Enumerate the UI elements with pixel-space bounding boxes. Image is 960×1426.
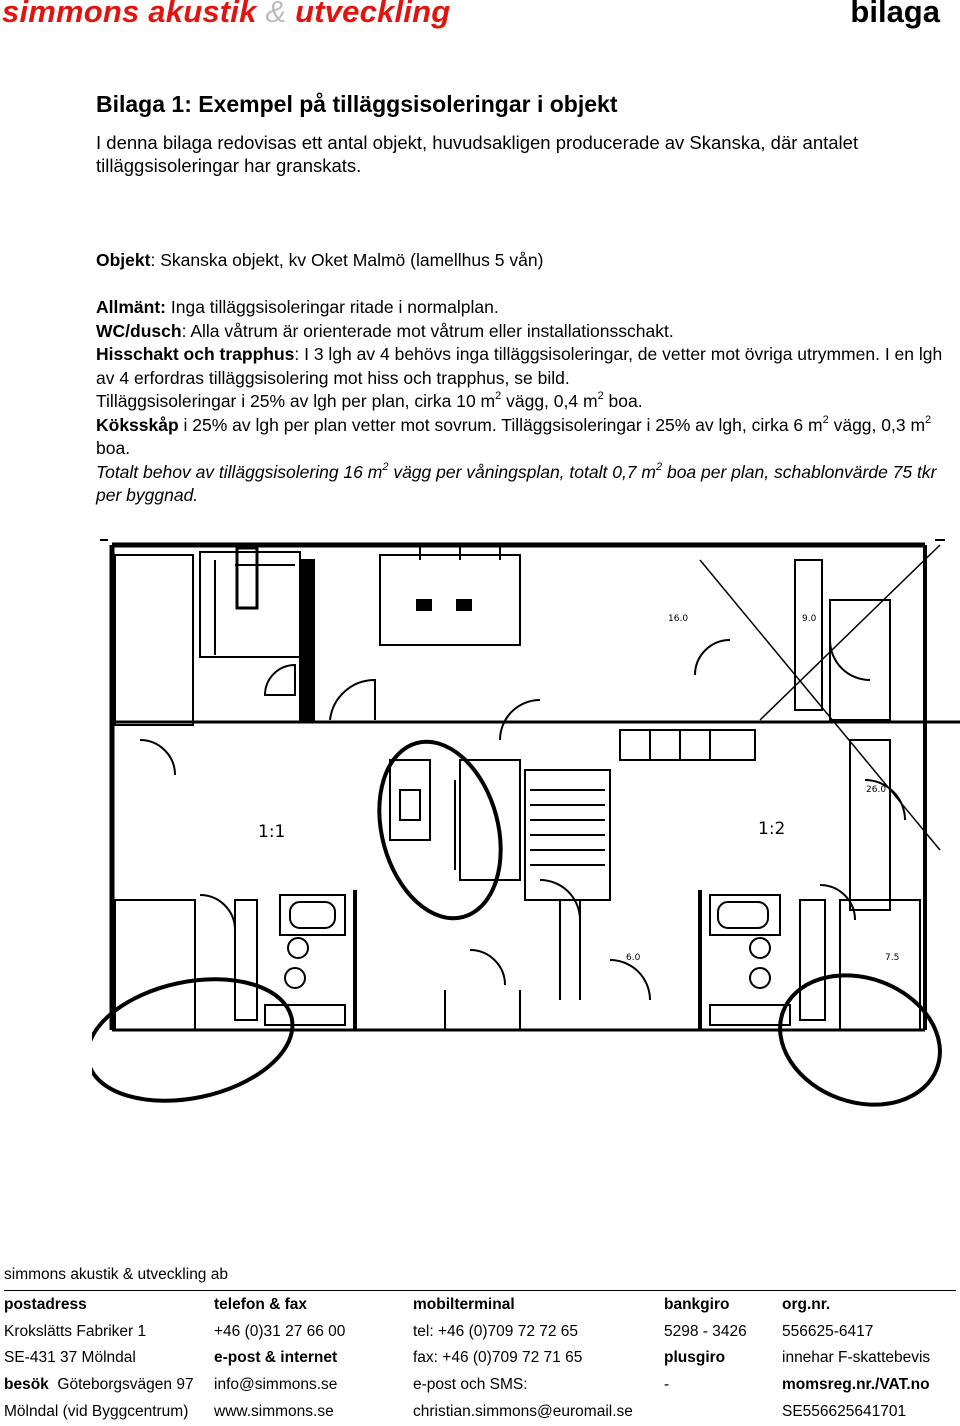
footer-vat: SE556625641701 [782, 1403, 907, 1420]
total-line: Totalt behov av tilläggsisolering 16 $m^2$ vägg per våningsplan, totalt 0,7 $m^2$ boa per plan, schablonvärde 75 tkr per byggnad. [96, 460, 937, 505]
footer-phone: +46 (0)31 27 66 00 [214, 1323, 346, 1340]
footer-city: Mölndal (vid Byggcentrum) [4, 1403, 189, 1420]
footer-orgnr: 556625-6417 [782, 1323, 874, 1340]
footer-head-telefon: telefon & fax [214, 1296, 308, 1313]
footer-head-postadress: postadress [4, 1296, 87, 1313]
footer-head-mobil: mobilterminal [413, 1296, 515, 1313]
plan-label-area-4: 6.0 [626, 953, 641, 963]
plan-label-area-2: 9.0 [802, 614, 817, 624]
footer-head-epost: e-post & internet [214, 1349, 338, 1366]
plan-apartment-left: 1:1 [258, 822, 286, 842]
page-header [0, 0, 960, 44]
footer-divider [4, 1290, 956, 1291]
allmant-line: Allmänt: Inga tilläggsisoleringar ritade i normalplan. [96, 297, 499, 317]
object-line: Objekt: Skanska objekt, kv Oket Malmö (lamellhus 5 vån) [96, 250, 544, 270]
footer-sms-label: e-post och SMS: [413, 1376, 528, 1393]
details-block [96, 296, 946, 508]
footer-head-plusgiro: plusgiro [664, 1349, 726, 1366]
plan-label-area-1: 16.0 [668, 614, 689, 624]
brand-logo: simmons akustik & utveckling [2, 0, 451, 29]
footer-fskatt: innehar F-skattebevis [782, 1349, 931, 1366]
footer-company: simmons akustik & utveckling ab [4, 1266, 228, 1283]
footer-plusgiro: - [664, 1376, 670, 1393]
wc-line: WC/dusch: Alla våtrum är orienterade mot våtrum eller installationsschakt. [96, 320, 674, 341]
footer-visit: besök Göteborgsvägen 97 [4, 1376, 194, 1393]
footer-address-2: SE-431 37 Mölndal [4, 1349, 136, 1366]
plan-apartment-right: 1:2 [758, 819, 786, 839]
footer-sms-email[interactable]: christian.simmons@euromail.se [413, 1403, 633, 1420]
page-label: bilaga [850, 0, 940, 29]
page-title: Bilaga 1: Exempel på tilläggsisoleringar i objekt [96, 91, 618, 117]
hiss-line: Hisschakt och trapphus: I 3 lgh av 4 behövs inga tilläggsisoleringar, de vetter mot övriga utrymmen. I en lgh av 4 erfordras tilläggsisolering mot hiss och trapphus, se bild. [96, 344, 943, 388]
plan-label-area-3: 26.0 [866, 785, 887, 795]
footer-head-orgnr: org.nr. [782, 1296, 831, 1313]
footer-bankgiro: 5298 - 3426 [664, 1323, 747, 1340]
footer-head-vat: momsreg.nr./VAT.no [782, 1376, 930, 1393]
plan-label-area-5: 7.5 [885, 953, 900, 963]
kok-line: Köksskåp i 25% av lgh per plan vetter mot sovrum. Tilläggsisoleringar i 25% av lgh, cirka 6 $m^2$ vägg, 0,3 $m^2$ boa. [96, 413, 932, 458]
footer-mobile-fax: fax: +46 (0)709 72 71 65 [413, 1349, 583, 1366]
footer-address-1: Krokslätts Fabriker 1 [4, 1323, 147, 1340]
footer-mobile-tel: tel: +46 (0)709 72 72 65 [413, 1323, 579, 1340]
intro-paragraph: I denna bilaga redovisas ett antal objekt, huvudsakligen producerade av Skanska, där antalet tilläggsisoleringar har granskats. [96, 132, 859, 176]
footer-email[interactable]: info@simmons.se [214, 1376, 338, 1393]
footer-web[interactable]: www.simmons.se [214, 1403, 334, 1420]
floor-plan-drawing [92, 535, 960, 1120]
tillagg-line: Tilläggsisoleringar i 25% av lgh per plan, cirka 10 $m^2$ vägg, 0,4 $m^2$ boa. [96, 390, 643, 411]
footer-head-bankgiro: bankgiro [664, 1296, 730, 1313]
